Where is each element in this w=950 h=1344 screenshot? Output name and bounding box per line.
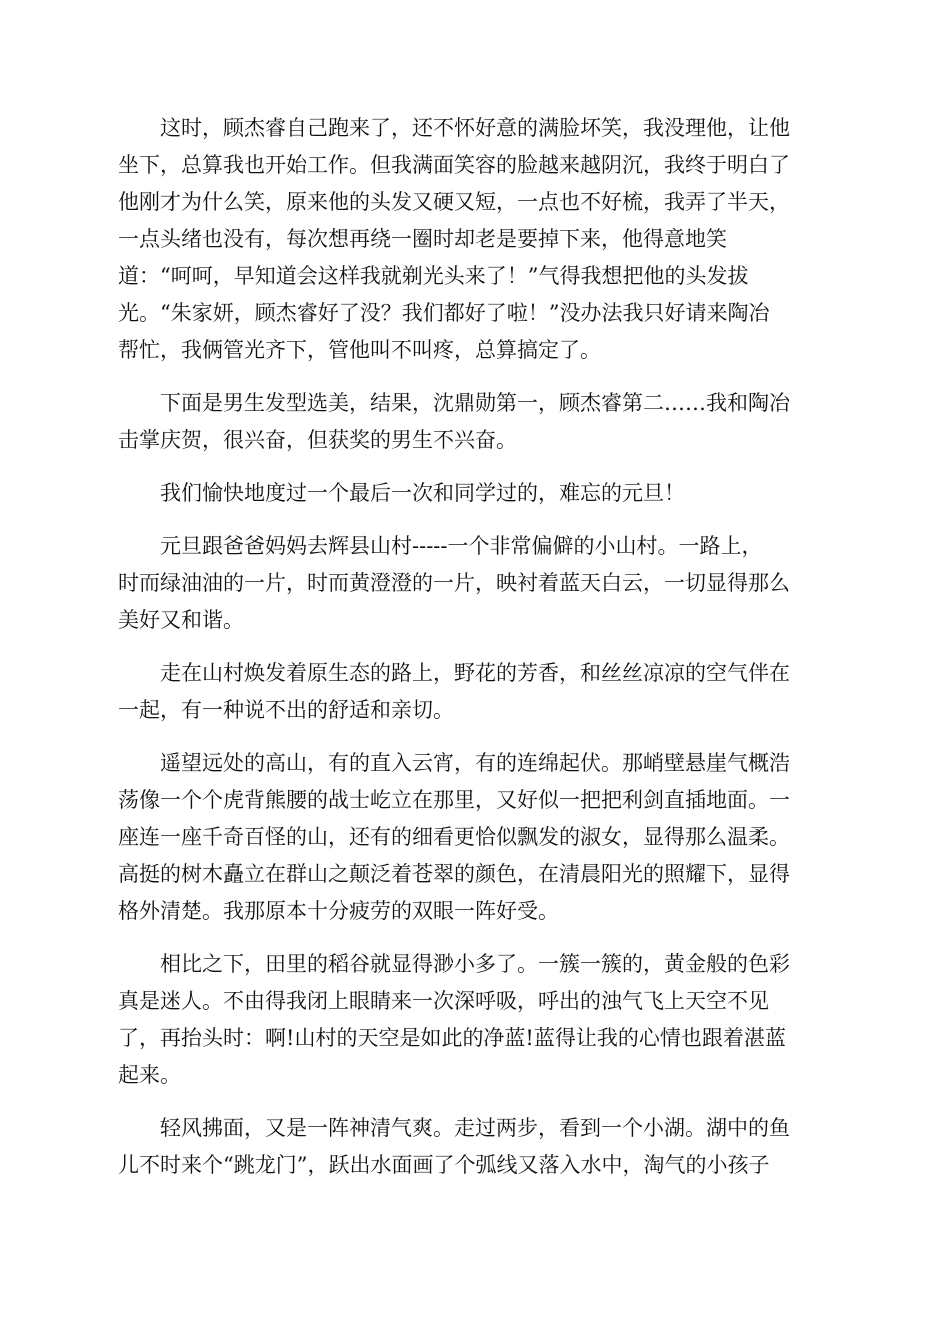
paragraph-1 — [118, 110, 832, 369]
text-line: 起来。 — [118, 1063, 181, 1087]
text-line: 走在山村焕发着原生态的路上，野花的芳香，和丝丝凉凉的空气伴在 — [160, 661, 790, 685]
text-line: 高挺的树木矗立在群山之颠泛着苍翠的颜色，在清晨阳光的照耀下，显得 — [118, 862, 790, 886]
text-line: 元旦跟爸爸妈妈去辉县山村-----一个非常偏僻的小山村。一路上， — [160, 534, 763, 558]
text-line: 击掌庆贺，很兴奋，但获奖的男生不兴奋。 — [118, 428, 517, 452]
text-line: 光。“朱家妍，顾杰睿好了没？我们都好了啦！”没办法我只好请来陶冶 — [118, 301, 770, 325]
text-line: 时而绿油油的一片，时而黄澄澄的一片，映衬着蓝天白云，一切显得那么 — [118, 571, 790, 595]
text-line: 荡像一个个虎背熊腰的战士屹立在那里，又好似一把把利剑直插地面。一 — [118, 788, 790, 812]
text-line: 轻风拂面，又是一阵神清气爽。走过两步，看到一个小湖。湖中的鱼 — [160, 1116, 790, 1140]
text-line: 道：“呵呵，早知道会这样我就剃光头来了！”气得我想把他的头发拔 — [118, 264, 749, 288]
paragraph-5 — [118, 655, 832, 729]
text-line: 他刚才为什么笑，原来他的头发又硬又短，一点也不好梳，我弄了半天， — [118, 190, 790, 214]
text-line: 真是迷人。不由得我闭上眼睛来一次深呼吸，呼出的浊气飞上天空不见 — [118, 989, 769, 1013]
text-line: 这时，顾杰睿自己跑来了，还不怀好意的满脸坏笑，我没理他，让他 — [160, 116, 790, 140]
paragraph-4 — [118, 528, 832, 639]
text-line: 相比之下，田里的稻谷就显得渺小多了。一簇一簇的，黄金般的色彩 — [160, 952, 790, 976]
text-line: 遥望远处的高山，有的直入云宵，有的连绵起伏。那峭壁悬崖气概浩 — [160, 751, 790, 775]
text-line: 我们愉快地度过一个最后一次和同学过的，难忘的元旦！ — [160, 481, 685, 505]
paragraph-3 — [118, 475, 832, 512]
text-line: 儿不时来个“跳龙门”，跃出水面画了个弧线又落入水中，淘气的小孩子 — [118, 1153, 770, 1177]
text-line: 一点头绪也没有，每次想再绕一圈时却老是要掉下来，他得意地笑 — [118, 227, 727, 251]
text-line: 座连一座千奇百怪的山，还有的细看更恰似飘发的淑女，显得那么温柔。 — [118, 825, 790, 849]
text-line: 坐下，总算我也开始工作。但我满面笑容的脸越来越阴沉，我终于明白了 — [118, 153, 790, 177]
document-page — [118, 110, 832, 1200]
paragraph-2 — [118, 385, 832, 459]
paragraph-8 — [118, 1110, 832, 1184]
text-line: 格外清楚。我那原本十分疲劳的双眼一阵好受。 — [118, 899, 559, 923]
text-line: 一起，有一种说不出的舒适和亲切。 — [118, 698, 454, 722]
text-line: 美好又和谐。 — [118, 608, 244, 632]
text-line: 帮忙，我俩管光齐下，管他叫不叫疼，总算搞定了。 — [118, 338, 601, 362]
paragraph-7 — [118, 946, 832, 1094]
text-line: 下面是男生发型选美，结果，沈鼎勋第一，顾杰睿第二……我和陶冶 — [160, 391, 790, 415]
text-line: 了，再抬头时：啊!山村的天空是如此的净蓝!蓝得让我的心情也跟着湛蓝 — [118, 1026, 786, 1050]
paragraph-6 — [118, 745, 832, 930]
